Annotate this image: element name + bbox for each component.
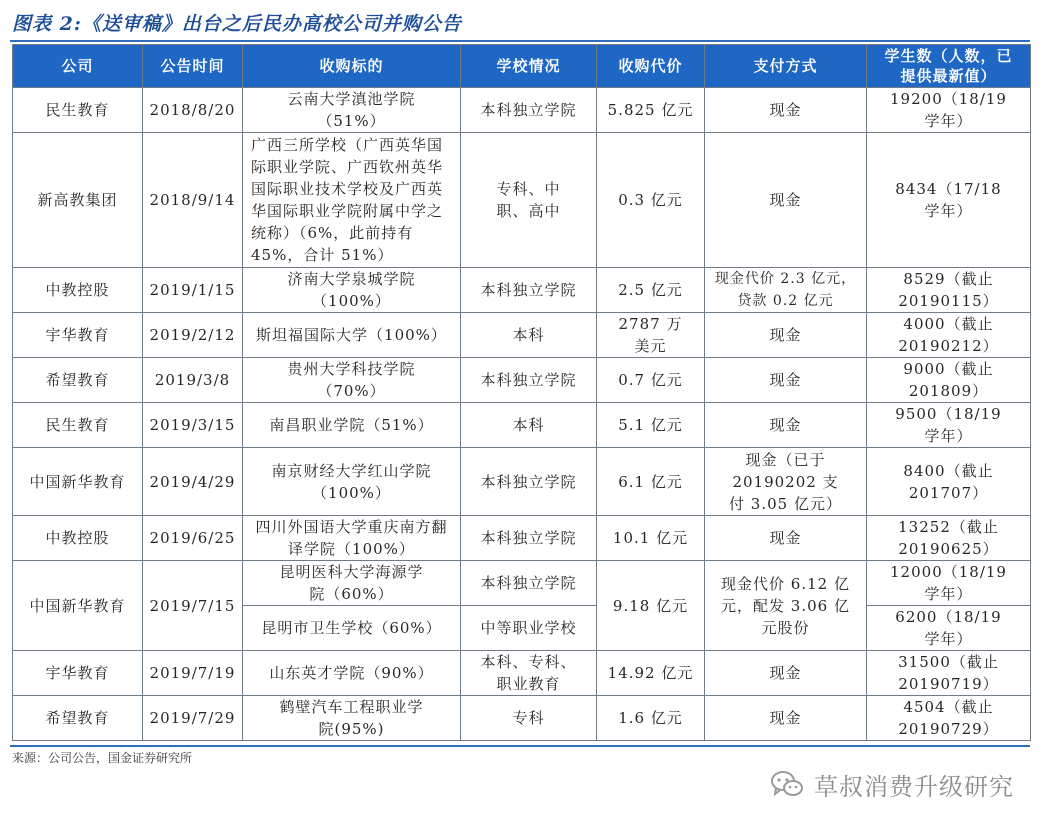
cell-date: 2019/1/15 [143,268,243,313]
cell-price: 1.6 亿元 [597,696,705,741]
cell-date: 2019/4/29 [143,448,243,516]
cell-price: 2.5 亿元 [597,268,705,313]
cell-students: 31500（截止 20190719） [867,651,1031,696]
cell-target: 四川外国语大学重庆南方翻译学院（100%） [243,516,461,561]
cell-payment: 现金代价 2.3 亿元，贷款 0.2 亿元 [705,268,867,313]
cell-date: 2019/6/25 [143,516,243,561]
cell-payment: 现金 [705,313,867,358]
cell-status: 本科独立学院 [461,88,597,133]
cell-students: 4000（截止 20190212） [867,313,1031,358]
cell-students: 12000（18/19 学年） [867,561,1031,606]
cell-price: 9.18 亿元 [597,561,705,651]
cell-date: 2019/7/15 [143,561,243,651]
table-row [13,133,1031,268]
title-rule [10,40,1030,42]
table-row [13,313,1031,358]
table-row [13,88,1031,133]
cell-date: 2019/3/15 [143,403,243,448]
cell-target: 云南大学滇池学院（51%） [243,88,461,133]
cell-date: 2019/2/12 [143,313,243,358]
header-date: 公告时间 [143,45,243,88]
cell-date: 2019/3/8 [143,358,243,403]
cell-payment: 现金 [705,133,867,268]
cell-price: 6.1 亿元 [597,448,705,516]
table-row [13,696,1031,741]
cell-payment: 现金 [705,358,867,403]
cell-students: 9500（18/19 学年） [867,403,1031,448]
cell-company: 新高教集团 [13,133,143,268]
table-row [13,403,1031,448]
cell-target: 南昌职业学院（51%） [243,403,461,448]
watermark [770,764,1014,804]
header-target: 收购标的 [243,45,461,88]
cell-status: 本科独立学院 [461,358,597,403]
source-note: 来源：公司公告，国金证券研究所 [12,751,193,765]
cell-price: 0.3 亿元 [597,133,705,268]
watermark-text: 草叔消费升级研究 [814,772,1014,801]
cell-target: 南京财经大学红山学院（100%） [243,448,461,516]
cell-price: 5.1 亿元 [597,403,705,448]
cell-price: 10.1 亿元 [597,516,705,561]
cell-status: 专科 [461,696,597,741]
table-header-row [13,45,1031,88]
header-company: 公司 [13,45,143,88]
cell-payment: 现金（已于 20190202 支付 3.05 亿元） [705,448,867,516]
cell-price: 5.825 亿元 [597,88,705,133]
cell-status: 本科 [461,313,597,358]
cell-date: 2018/8/20 [143,88,243,133]
bottom-rule [10,745,1030,747]
cell-students: 13252（截止 20190625） [867,516,1031,561]
cell-payment: 现金 [705,403,867,448]
cell-payment: 现金 [705,88,867,133]
cell-status: 本科独立学院 [461,448,597,516]
cell-payment: 现金 [705,696,867,741]
cell-students: 8434（17/18 学年） [867,133,1031,268]
cell-payment: 现金 [705,651,867,696]
cell-company: 希望教育 [13,696,143,741]
cell-target: 广西三所学校（广西英华国际职业学院、广西钦州英华国际职业技术学校及广西英华国际职业学院附属中学之统称）（6%，此前持有 45%，合计 51%） [243,133,461,268]
cell-students: 6200（18/19 学年） [867,606,1031,651]
cell-students: 19200（18/19 学年） [867,88,1031,133]
header-status: 学校情况 [461,45,597,88]
cell-payment: 现金代价 6.12 亿元，配发 3.06 亿元股份 [705,561,867,651]
cell-target: 昆明医科大学海源学院（60%） [243,561,461,606]
cell-company: 宇华教育 [13,313,143,358]
cell-payment: 现金 [705,516,867,561]
table-row [13,516,1031,561]
cell-target: 斯坦福国际大学（100%） [243,313,461,358]
table-row [13,448,1031,516]
figure-title: 图表 2:《送审稿》出台之后民办高校公司并购公告 [12,13,462,35]
cell-status: 本科独立学院 [461,561,597,606]
cell-target: 济南大学泉城学院（100%） [243,268,461,313]
cell-students: 8529（截止 20190115） [867,268,1031,313]
header-students: 学生数（人数，已提供最新值） [867,45,1031,88]
wechat-icon [770,769,804,799]
cell-students: 9000（截止 201809） [867,358,1031,403]
cell-status: 本科、专科、职业教育 [461,651,597,696]
cell-target: 鹤壁汽车工程职业学院(95%) [243,696,461,741]
cell-status: 中等职业学校 [461,606,597,651]
cell-company: 中教控股 [13,516,143,561]
cell-students: 4504（截止 20190729） [867,696,1031,741]
cell-status: 本科独立学院 [461,516,597,561]
cell-date: 2019/7/29 [143,696,243,741]
cell-price: 14.92 亿元 [597,651,705,696]
cell-target: 昆明市卫生学校（60%） [243,606,461,651]
cell-status: 专科、中职、高中 [461,133,597,268]
cell-price: 0.7 亿元 [597,358,705,403]
cell-status: 本科独立学院 [461,268,597,313]
cell-company: 希望教育 [13,358,143,403]
cell-students: 8400（截止 201707） [867,448,1031,516]
table-row-merged [13,561,1031,606]
table-row [13,651,1031,696]
cell-company: 宇华教育 [13,651,143,696]
cell-company: 中国新华教育 [13,561,143,651]
cell-target: 山东英才学院（90%） [243,651,461,696]
cell-date: 2019/7/19 [143,651,243,696]
table-row [13,358,1031,403]
cell-company: 中教控股 [13,268,143,313]
cell-date: 2018/9/14 [143,133,243,268]
header-price: 收购代价 [597,45,705,88]
acquisition-table [12,44,1031,741]
header-payment: 支付方式 [705,45,867,88]
cell-target: 贵州大学科技学院（70%） [243,358,461,403]
table-row [13,268,1031,313]
cell-price: 2787 万美元 [597,313,705,358]
cell-company: 民生教育 [13,403,143,448]
cell-status: 本科 [461,403,597,448]
cell-company: 民生教育 [13,88,143,133]
cell-company: 中国新华教育 [13,448,143,516]
